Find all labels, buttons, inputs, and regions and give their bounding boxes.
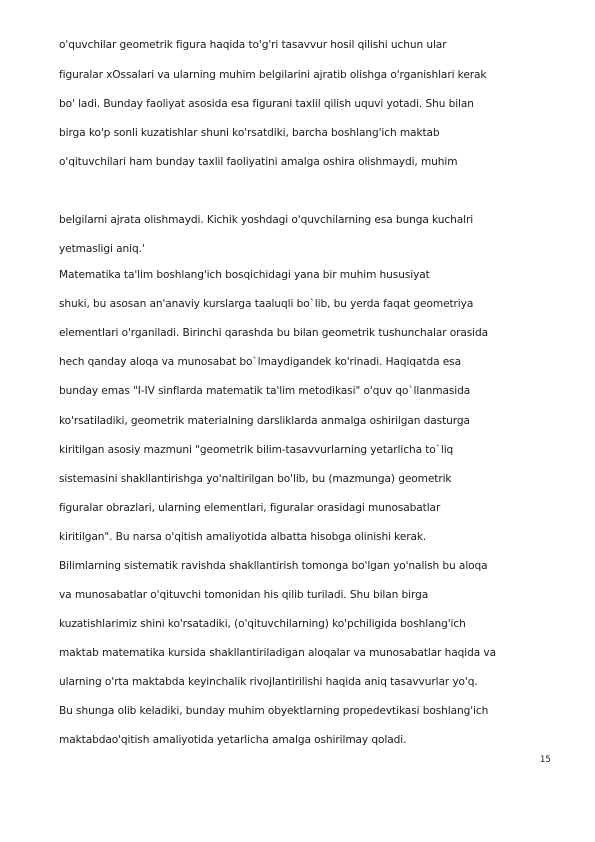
- paragraph-line: kiritilgan asosiy mazmuni "geometrik bilim-tasavvurlarning yetarlicha to`liq: [59, 444, 454, 456]
- paragraph-line: sistemasini shakllantirishga yo'naltirilgan bo'lib, bu (mazmunga) geometrik: [59, 473, 452, 485]
- paragraph-line: bunday emas "I-IV sinflarda matematik ta'lim metodikasi" o'quv qo`llanmasida: [59, 385, 471, 397]
- paragraph-line: belgilarni ajrata olishmaydi. Kichik yoshdagi o'quvchilarning esa bunga kuchalri: [59, 214, 474, 226]
- paragraph-line: Bilimlarning sistematik ravishda shakllantirish tomonga bo'lgan yo'nalish bu aloqa: [59, 560, 488, 572]
- paragraph-line: Matematika ta'lim boshlang'ich bosqichidagi yana bir muhim hususiyat: [59, 269, 430, 281]
- paragraph-line: figuralar obrazlari, ularning elementlari, figuralar orasidagi munosabatlar: [59, 502, 441, 514]
- paragraph-line: o'quvchilar geometrik figura haqida to'g'ri tasavvur hosil qilishi uchun ular: [59, 39, 447, 51]
- paragraph-line: shuki, bu asosan an'anaviy kurslarga taaluqli bo`lib, bu yerda faqat geometriya: [59, 298, 474, 310]
- paragraph-line: bo' ladi. Bunday faoliyat asosida esa figurani taxlil qilish uquvi yotadi. Shu bilan: [59, 98, 474, 110]
- paragraph-line: elementlari o'rganiladi. Birinchi qarashda bu bilan geometrik tushunchalar orasida: [59, 327, 489, 339]
- paragraph-line: figuralar xOssalari va ularning muhim belgilarini ajratib olishga o'rganishlari kerak: [59, 69, 487, 81]
- paragraph-line: birga ko'p sonli kuzatishlar shuni ko'rsatdiki, barcha boshlang'ich maktab: [59, 127, 440, 139]
- paragraph-line: ko'rsatiladiki, geometrik materialning darsliklarda anmalga oshirilgan dasturga: [59, 415, 470, 427]
- paragraph-line: Bu shunga olib keladiki, bunday muhim obyektlarning propedevtikasi boshlang'ich: [59, 705, 489, 717]
- paragraph-line: kuzatishlarimiz shini ko'rsatadiki, (o'qituvchilarning) ko'pchiligida boshlang'ich: [59, 618, 466, 630]
- paragraph-line: ularning o'rta maktabda keyinchalik rivojlantirilishi haqida aniq tasavvurlar yo'q.: [59, 676, 478, 688]
- paragraph-line: maktabdao'qitish amaliyotida yetarlicha amalga oshirilmay qoladi.: [59, 734, 407, 746]
- paragraph-line: o'qituvchilari ham bunday taxlil faoliyatini amalga oshira olishmaydi, muhim: [59, 156, 458, 168]
- page-number: 15: [540, 755, 551, 765]
- paragraph-line: hech qanday aloqa va munosabat bo`lmaydigandek ko'rinadi. Haqiqatda esa: [59, 356, 461, 368]
- paragraph-line: maktab matematika kursida shakllantiriladigan aloqalar va munosabatlar haqida va: [59, 647, 496, 659]
- paragraph-line: yetmasligi aniq.': [59, 243, 145, 255]
- paragraph-line: kiritilgan". Bu narsa o'qitish amaliyotida albatta hisobga olinishi kerak.: [59, 531, 427, 543]
- paragraph-line: va munosabatlar o'qituvchi tomonidan his qilib turiladi. Shu bilan birga: [59, 589, 429, 601]
